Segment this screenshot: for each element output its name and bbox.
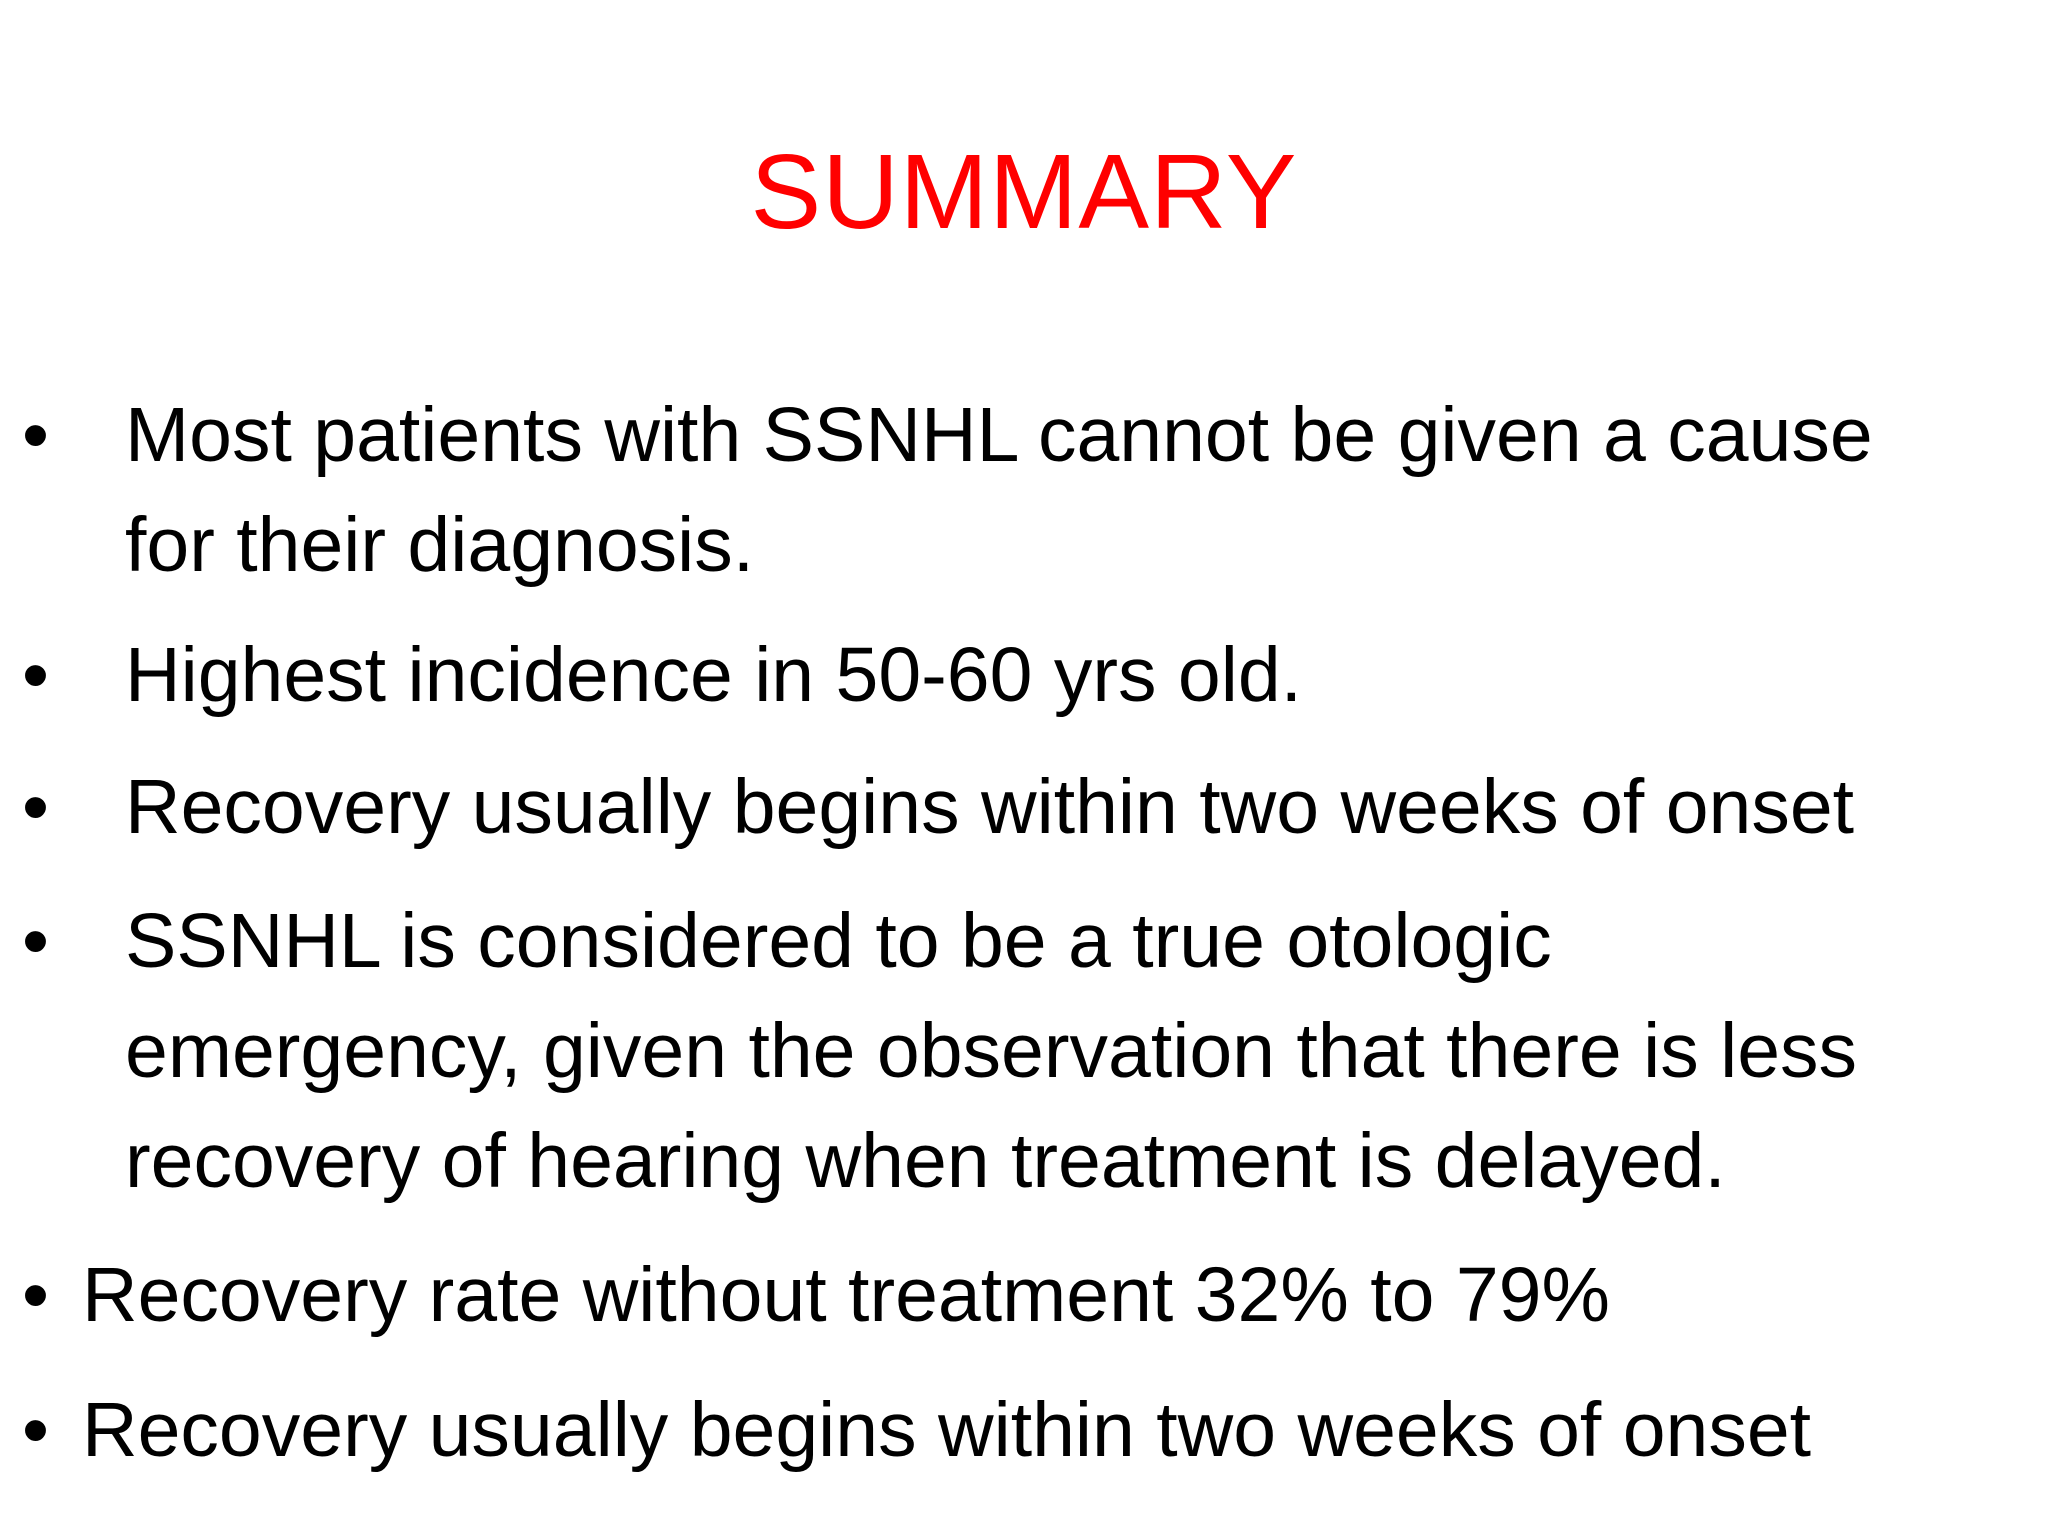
- bullet-line: Most patients with SSNHL cannot be given a cause: [125, 392, 1873, 478]
- bullet-text: [82, 1240, 1610, 1350]
- bullet-glyph: •: [22, 764, 49, 850]
- bullet-text: [125, 380, 1873, 600]
- bullet-line: emergency, given the observation that there is less: [125, 1008, 1858, 1094]
- bullet-line: Highest incidence in 50-60 yrs old.: [125, 632, 1303, 718]
- bullet-text: [125, 620, 1302, 730]
- bullet-line: SSNHL is considered to be a true otologic: [125, 898, 1552, 984]
- bullet-line: for their diagnosis.: [125, 502, 755, 588]
- bullet-text: [125, 886, 1857, 1216]
- bullet-line: recovery of hearing when treatment is delayed.: [125, 1118, 1726, 1204]
- bullet-text: [125, 752, 1854, 862]
- bullet-line: Recovery usually begins within two weeks of onset: [82, 1387, 1812, 1473]
- bullet-text: [82, 1375, 1811, 1485]
- bullet-line: Recovery rate without treatment 32% to 79%: [82, 1252, 1610, 1338]
- bullet-glyph: •: [22, 1387, 49, 1473]
- bullet-glyph: •: [22, 392, 49, 478]
- bullet-glyph: •: [22, 898, 49, 984]
- bullet-glyph: •: [22, 632, 49, 718]
- bullet-glyph: •: [22, 1252, 49, 1338]
- slide-title: SUMMARY: [750, 133, 1298, 251]
- bullet-line: Recovery usually begins within two weeks of onset: [125, 764, 1855, 850]
